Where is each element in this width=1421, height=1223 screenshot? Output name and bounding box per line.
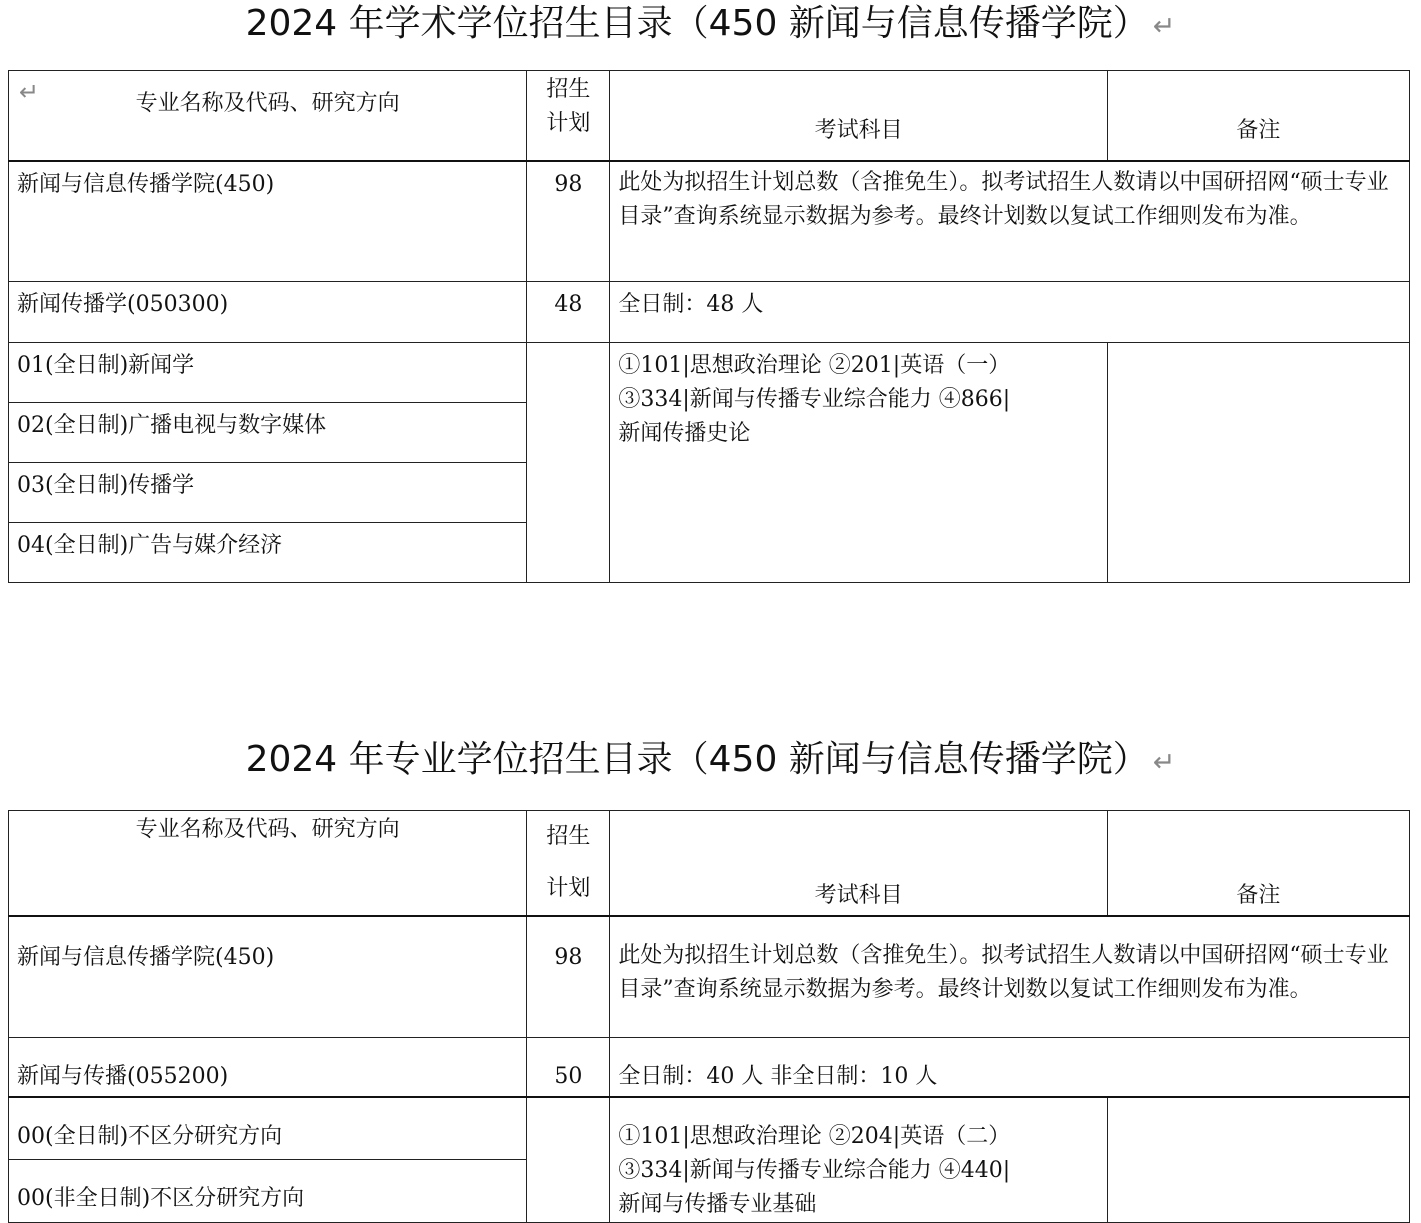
- return-mark-icon: ↵: [1152, 747, 1176, 778]
- header-exam-text: 考试科目: [814, 883, 903, 908]
- direction-label: 01(全日制)新闻学: [17, 353, 195, 378]
- major-note-cell: [610, 1037, 1410, 1097]
- exam-line: ①101|思想政治理论 ②204|英语（二）: [618, 1124, 1011, 1149]
- header-exam: [610, 811, 1107, 917]
- section1-title: [0, 2, 1421, 49]
- exam-subjects-cell: [610, 1097, 1107, 1223]
- header-plan-line1: 招生: [546, 77, 591, 102]
- remark-cell: [1107, 1097, 1409, 1223]
- major-plan: 48: [554, 292, 583, 317]
- header-major-text: 专业名称及代码、研究方向: [135, 91, 400, 116]
- major-name: 新闻与传播(055200): [17, 1063, 229, 1089]
- direction-plan-cell: [527, 1097, 610, 1223]
- section2-title-text: 2024 年专业学位招生目录（450 新闻与信息传播学院）: [245, 739, 1149, 780]
- header-plan: [527, 811, 610, 917]
- major-plan-cell: [527, 282, 610, 343]
- direction-label: 00(非全日制)不区分研究方向: [17, 1186, 305, 1212]
- exam-line: ①101|思想政治理论 ②201|英语（一）: [618, 353, 1011, 378]
- header-remark-text: 备注: [1236, 883, 1281, 908]
- major-note: 全日制：40 人 非全日制：10 人: [618, 1063, 938, 1089]
- school-plan-cell: [527, 161, 610, 282]
- remark-cell: [1107, 343, 1409, 583]
- direction-label: 03(全日制)传播学: [17, 473, 195, 498]
- section2-title: [0, 738, 1421, 785]
- return-mark-icon: ↵: [1152, 11, 1176, 42]
- header-plan: [527, 71, 610, 161]
- exam-line: ③334|新闻与传播专业综合能力 ④866|: [618, 387, 1011, 412]
- header-major: [9, 71, 527, 161]
- header-remark: [1107, 71, 1409, 161]
- school-note-cell: [610, 916, 1410, 1037]
- school-note-cell: [610, 161, 1410, 282]
- exam-line: 新闻传播史论: [618, 421, 751, 446]
- direction-label: 02(全日制)广播电视与数字媒体: [17, 413, 327, 438]
- direction-row: [9, 403, 527, 463]
- school-name: 新闻与信息传播学院(450): [17, 945, 275, 970]
- school-name-cell: [9, 916, 527, 1037]
- major-name-cell: [9, 282, 527, 343]
- header-major-text: 专业名称及代码、研究方向: [135, 817, 400, 842]
- major-name: 新闻传播学(050300): [17, 292, 229, 317]
- exam-subjects-cell: [610, 343, 1107, 583]
- direction-label: 04(全日制)广告与媒介经济: [17, 533, 283, 558]
- major-name-cell: [9, 1037, 527, 1097]
- header-major: [9, 811, 527, 917]
- header-plan-line2: 计划: [546, 111, 591, 136]
- header-plan-line1: 招生: [546, 824, 591, 849]
- section1-title-text: 2024 年学术学位招生目录（450 新闻与信息传播学院）: [245, 3, 1149, 44]
- school-plan: 98: [554, 171, 583, 197]
- direction-label: 00(全日制)不区分研究方向: [17, 1124, 283, 1149]
- direction-plan-cell: [527, 343, 610, 583]
- school-note: 此处为拟招生计划总数（含推免生）。拟考试招生人数请以中国研招网“硕士专业目录”查询系统显示数据为参考。最终计划数以复试工作细则发布为准。: [618, 943, 1389, 1002]
- header-remark: [1107, 811, 1409, 917]
- exam-line: ③334|新闻与传播专业综合能力 ④440|: [618, 1158, 1011, 1183]
- major-note-cell: [610, 282, 1410, 343]
- major-plan: 50: [554, 1063, 583, 1089]
- direction-row: [9, 343, 527, 403]
- header-exam: [610, 71, 1107, 161]
- professional-degree-table: [8, 810, 1410, 1223]
- academic-degree-table: [8, 70, 1410, 583]
- school-plan-cell: [527, 916, 610, 1037]
- direction-row: [9, 523, 527, 583]
- return-mark-icon: ↵: [19, 78, 40, 106]
- major-note: 全日制：48 人: [618, 292, 764, 317]
- direction-row: [9, 463, 527, 523]
- school-name-cell: [9, 161, 527, 282]
- school-name: 新闻与信息传播学院(450): [17, 171, 275, 197]
- header-exam-text: 考试科目: [814, 117, 903, 143]
- header-remark-text: 备注: [1236, 117, 1281, 143]
- header-plan-line2: 计划: [546, 876, 591, 901]
- major-plan-cell: [527, 1037, 610, 1097]
- school-plan: 98: [554, 945, 583, 970]
- direction-row: [9, 1160, 527, 1223]
- school-note: 此处为拟招生计划总数（含推免生）。拟考试招生人数请以中国研招网“硕士专业目录”查询系统显示数据为参考。最终计划数以复试工作细则发布为准。: [618, 169, 1389, 229]
- direction-row: [9, 1097, 527, 1160]
- exam-line: 新闻与传播专业基础: [618, 1192, 817, 1217]
